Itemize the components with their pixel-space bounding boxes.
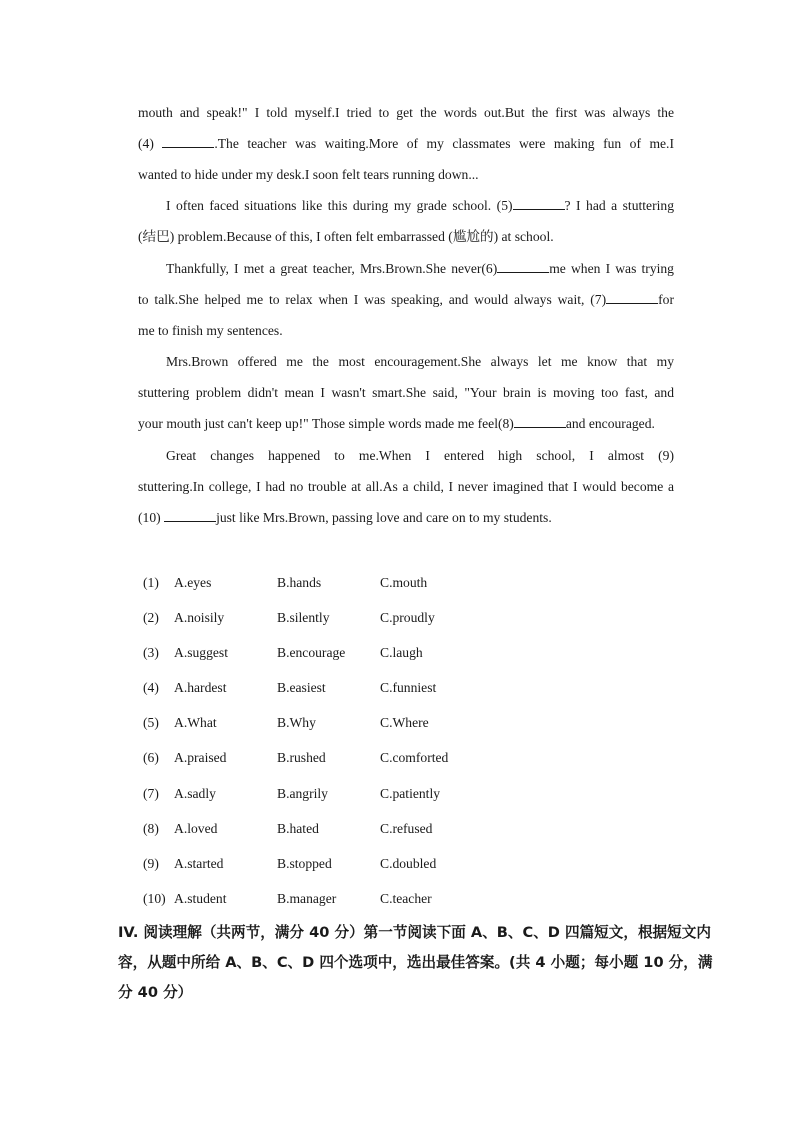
option-a: A.student — [174, 891, 227, 906]
option-b: B.rushed — [277, 750, 326, 765]
section-heading-line: 分 40 分） — [118, 984, 193, 1001]
question-number: (4) — [143, 680, 159, 695]
passage-line: Mrs.Brown offered me the most encouragement.She always let me know that my — [166, 354, 674, 369]
passage-paragraph-3 — [138, 253, 674, 346]
option-c: C.refused — [380, 821, 433, 836]
blank-number: (10) — [138, 510, 161, 525]
option-a: A.praised — [174, 750, 227, 765]
passage-text: your mouth just can't keep up!" Those simple words made me feel(8) — [138, 416, 514, 431]
blank-number: (4) — [138, 136, 154, 151]
answer-blank-6 — [497, 259, 549, 273]
answer-blank-7 — [606, 290, 658, 304]
passage-text: just like Mrs.Brown, passing love and care on to my students. — [216, 510, 552, 525]
answer-blank-5 — [513, 196, 565, 210]
question-number: (3) — [143, 645, 159, 660]
option-c: C.proudly — [380, 610, 435, 625]
passage-line: stuttering.In college, I had no trouble at all.As a child, I never imagined that I would become a — [138, 479, 674, 494]
passage-text: for — [658, 292, 674, 307]
passage-text: Thankfully, I met a great teacher, Mrs.Brown.She never(6) — [166, 261, 498, 276]
option-c: C.laugh — [380, 645, 423, 660]
option-c: C.comforted — [380, 750, 449, 765]
option-a: A.suggest — [174, 645, 228, 660]
section-heading-line: IV. 阅读理解（共两节，满分 40 分）第一节阅读下面 A、B、C、D 四篇短文，根据短文内 — [118, 924, 711, 941]
answer-blank-4 — [162, 134, 214, 148]
passage-line — [138, 502, 674, 533]
passage-paragraph-4 — [138, 346, 674, 439]
passage-paragraph-2 — [138, 190, 674, 252]
option-a: A.hardest — [174, 680, 227, 695]
option-b: B.hated — [277, 821, 319, 836]
option-a: A.noisily — [174, 610, 225, 625]
option-a: A.started — [174, 856, 224, 871]
option-b: B.easiest — [277, 680, 326, 695]
option-b: B.encourage — [277, 645, 346, 660]
passage-line — [138, 408, 674, 439]
option-a: A.loved — [174, 821, 218, 836]
option-b: B.manager — [277, 891, 337, 906]
passage-text: I often faced situations like this during my grade school. (5) — [166, 198, 513, 213]
option-b: B.stopped — [277, 856, 332, 871]
passage-line: me to finish my sentences. — [138, 323, 283, 338]
passage-line — [138, 190, 674, 221]
passage-text: ? I had a stuttering — [564, 198, 674, 213]
option-c: C.doubled — [380, 856, 437, 871]
passage-line — [138, 128, 674, 159]
option-b: B.Why — [277, 715, 316, 730]
passage-paragraph-1 — [138, 97, 674, 190]
option-b: B.angrily — [277, 786, 328, 801]
question-number: (6) — [143, 750, 159, 765]
option-c: C.funniest — [380, 680, 437, 695]
question-number: (10) — [143, 891, 166, 906]
passage-line: wanted to hide under my desk.I soon felt tears running down... — [138, 167, 479, 182]
question-number: (7) — [143, 786, 159, 801]
option-a: A.What — [174, 715, 217, 730]
answer-blank-8 — [514, 414, 566, 428]
option-a: A.eyes — [174, 575, 212, 590]
passage-text: me when I was trying — [549, 261, 674, 276]
option-b: B.silently — [277, 610, 330, 625]
passage-line: mouth and speak!" I told myself.I tried to get the words out.But the first was always the — [138, 105, 674, 120]
option-c: C.Where — [380, 715, 429, 730]
question-number: (8) — [143, 821, 159, 836]
section-heading — [118, 918, 713, 1008]
section-heading-line: 容，从题中所给 A、B、C、D 四个选项中，选出最佳答案。(共 4 小题；每小题 10 分，满 — [118, 954, 713, 971]
passage-text: to talk.She helped me to relax when I was speaking, and would always wait, (7) — [138, 292, 607, 307]
question-number: (2) — [143, 610, 159, 625]
passage-line: Great changes happened to me.When I entered high school, I almost (9) — [166, 448, 674, 463]
question-number: (5) — [143, 715, 159, 730]
question-number: (1) — [143, 575, 159, 590]
option-c: C.patiently — [380, 786, 441, 801]
option-a: A.sadly — [174, 786, 216, 801]
option-c: C.mouth — [380, 575, 428, 590]
option-c: C.teacher — [380, 891, 432, 906]
answer-blank-10 — [164, 508, 216, 522]
passage-line — [138, 253, 674, 284]
passage-text: and encouraged. — [565, 416, 655, 431]
passage-paragraph-5 — [138, 440, 674, 533]
option-b: B.hands — [277, 575, 322, 590]
passage-line: (结巴) problem.Because of this, I often felt embarrassed (尴尬的) at school. — [138, 229, 554, 244]
passage-line — [138, 284, 674, 315]
passage-line: stuttering problem didn't mean I wasn't smart.She said, "Your brain is moving too fast, and — [138, 385, 674, 400]
passage-text: .The teacher was waiting.More of my classmates were making fun of me.I — [214, 136, 674, 151]
question-number: (9) — [143, 856, 159, 871]
